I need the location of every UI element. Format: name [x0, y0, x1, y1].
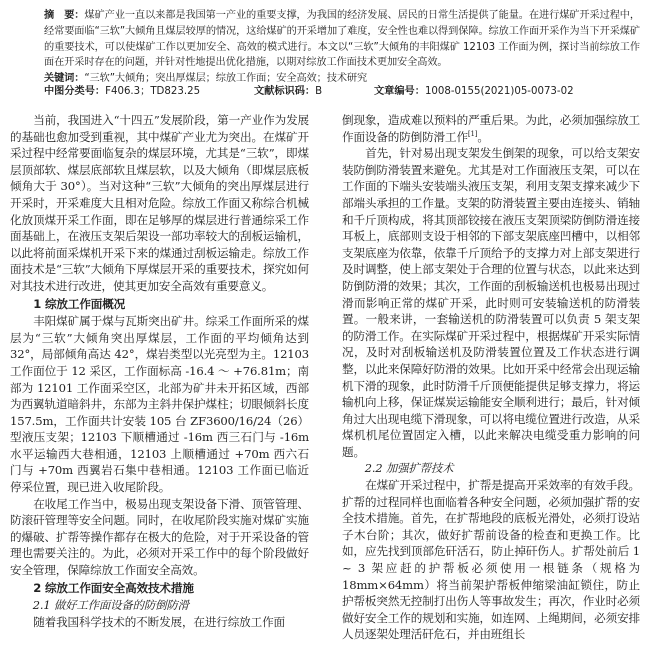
section-2-1-paragraph-start: 随着我国科学技术的不断发展，在进行综放工作面 [33, 614, 285, 629]
intro-paragraph: 当前，我国进入“十四五”发展阶段，第一产业作为发展的基础也愈加受到重视，其中煤矿产业尤为突出。在煤矿开采过程中经常要面临复杂的煤层环境，尤其是“三软”，即煤层顶部软、煤层底部软且煤层软，以及大倾角（即煤层底板倾角大于 30°）。当对这种“三软”大倾角的突出厚煤层进行开采时，开采难度大且相对危险。综放工作面又称综合机械化放顶煤开采工作面，即在足够厚的煤层进行普通综采工作面基础上，在液压支架后架设一部功率较大的刮板运输机，以此将前面采煤机开采下来的煤通过刮板运输走。综放工作面技术是“三软”大倾角下厚煤层开采的重要技术，探究如何对其技术进行改进，使其更加安全高效有重要意义。 [10, 113, 309, 293]
continued-end: 。 [477, 129, 489, 144]
clc-label: 中图分类号： [44, 86, 106, 97]
expansion-paragraph: 在煤矿开采过程中，扩帮是提高开采效率的有效手段。扩帮的过程同样也面临着各种安全问题，必须加强扩帮的安全技术措施。首先，在扩帮地段的底板光滑处，必须打设站子木台阶；其次，做好扩帮前设备的检查和更换工作。比如，应先找到顶部危矸活石，防止掉矸伤人。扩帮处前后 1 ~ 3 架应赶的护帮板必须使用一根链条（规格为 18mm×64mm）将当前架护帮板伸缩梁油缸锁住，防止护帮板突然无控制打出伤人等事故发生；再次，作业时必须做好安全工作的规划和实施，如连网、上绳期间，必须安排人员逐架处理活矸危石，并由班组长 [342, 478, 640, 642]
section-1-paragraph-1: 丰阳煤矿属于煤与瓦斯突出矿井。综采工作面所采的煤层为“三软”大倾角突出厚煤层，工作面的平均倾角达到 32°，局部倾角高达 42°，煤岩类型以光亮型为主。12103 工作面位于 12 采区，工作面标高 -16.4 ～ +76.81m；南部为 12101 工作面采空区，北部为矿井未开拓区域，西部为西翼轨道暗斜井，东部为主斜井保护煤柱；切眼倾斜长度 157.5m，工作面共计安装 105 台 ZF3600/16/24（26）型液压支架；12103 下顺槽通过 -16m 西三石门与 -16m 水平运输西大巷相通，12103 上顺槽通过 +70m 西六石门与 +70m 西翼岩石集中巷相通。12103 工作面已临近停采位置，现已进入收尾阶段。 [10, 314, 309, 495]
doc-label: 文献标识码： [254, 86, 316, 97]
abstract-block [44, 8, 640, 87]
right-column [342, 112, 640, 643]
document-code [254, 84, 322, 100]
doc-value: B [315, 86, 323, 97]
section-2-heading: 2 综放工作面安全高效技术措施 [33, 580, 194, 595]
clc-number [44, 84, 200, 100]
section-1-heading: 1 综放工作面概况 [33, 296, 126, 311]
article-meta [44, 84, 640, 100]
section-1-paragraph-2: 在收尾工作当中，极易出现支架设备下滑、顶管管理、防滚矸管理等安全问题。同时，在收尾阶段实施对煤矿实施的爆破、扩帮等操作都存在极大的危险，对于开采设备的管理也需要关注的。为此，必须对开采工作中的每个阶段做好安全管理，保障综放工作面安全高效。 [10, 496, 309, 578]
left-column [10, 112, 309, 630]
abstract-label: 摘 要： [44, 10, 85, 21]
clc-value: F406.3；TD823.25 [105, 86, 201, 97]
anti-slip-paragraph: 首先，针对易出现支架发生倒架的现象，可以给支架安装防倒防滑装置来避免。尤其是对工作面液压支架，可以在工作面的下端头安装端头液压支架，利用支架支撑来减少下部端头承担的工作量。支架的防滑装置主要由连接头、销轴和千斤顶构成，将其顶部铰接在液压支架顶梁防倒防滑连接耳板上，底部则支设于相邻的下部支架底座凹槽中，以相邻支架底座为依靠，依靠千斤顶给予的支撑力对上部支架进行及时调整，使上部支架处于合理的位置与状态，以此来达到防倒防滑的效果；其次，工作面的刮板输送机也极易出现过滑而影响正常的煤矿开采，此时则可安装输送机的防滑装置。一般来讲，一套输送机的防滑装置可以负责 5 架支架的防滑工作。在实际煤矿开采过程中，根据煤矿开采实际情况，及时对刮板输送机及防滑装置位置及工作状态进行调整，以此来保障好防滑的效果。比如开采中经常会出现运输机下滑的现象，此时防滑千斤顶便能提供足够支撑力，将运输机向上移，保证煤炭运输能安全顺利进行；最后，针对倾角过大出现电缆下滑现象，可以将电缆位置进行改造，从采煤机机尾位置固定入槽，以此来解决电缆受重力影响的问题。 [342, 146, 640, 459]
article-number [374, 84, 574, 100]
continued-text: 倒现象，造成难以预料的严重后果。为此，必须加强综放工作面设备的防倒防滑工作 [342, 113, 640, 144]
article-label: 文章编号： [374, 86, 425, 97]
section-2-1-heading: 2.1 做好工作面设备的防倒防滑 [32, 598, 189, 613]
abstract-text: 煤矿产业一直以来都是我国第一产业的重要支撑，为我国的经济发展、居民的日常生活提供了能量。在进行煤矿开采过程中，经常要面临“三软”大倾角且煤层较厚的情况，这给煤矿的开采增加了难度，安全性也难以得到保障。综放工作面开采作为当下开采煤矿的重要技术，可以使煤矿工作以更加安全、高效的模式进行。本文以“三软”大倾角的丰阳煤矿 12103 工作面为例，探讨当前综放工作面在开采时存在的问题，并针对性地提出优化措施，以期对综放工作面技术更加安全高效。 [44, 10, 641, 69]
section-2-2-heading: 2.2 加强扩帮技术 [364, 461, 454, 476]
citation-ref: [1] [467, 129, 478, 138]
article-value: 1008-0155(2021)05-0073-02 [424, 86, 574, 97]
continued-paragraph [342, 112, 640, 145]
keywords-text: “三软”大倾角；突出厚煤层；综放工作面；安全高效；技术研究 [84, 73, 368, 85]
keywords-label: 关键词： [44, 73, 85, 85]
